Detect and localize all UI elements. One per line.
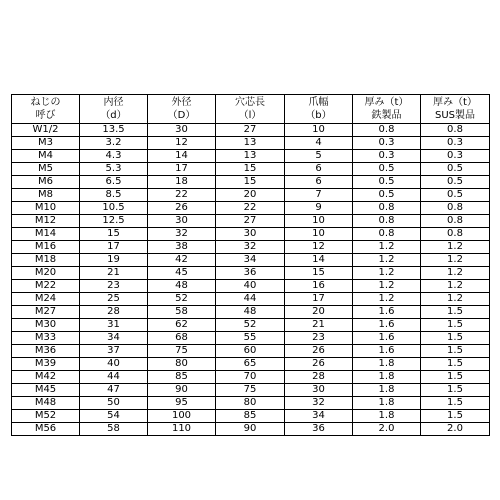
cell-claw-width: 5 xyxy=(285,150,353,163)
cell-claw-width: 14 xyxy=(285,254,353,267)
table-row xyxy=(12,215,490,228)
cell-inner-diameter: 31 xyxy=(80,319,148,332)
cell-thickness-sus: 1.5 xyxy=(421,410,490,423)
table-row xyxy=(12,384,490,397)
header-label-line2: 鉄製品 xyxy=(371,110,402,121)
cell-thickness-sus: 0.5 xyxy=(421,189,490,202)
cell-outer-diameter: 100 xyxy=(148,410,216,423)
cell-outer-diameter: 58 xyxy=(148,306,216,319)
cell-outer-diameter: 30 xyxy=(148,124,216,137)
cell-thickness-sus: 1.5 xyxy=(421,371,490,384)
cell-thread-size: M52 xyxy=(12,410,80,423)
cell-claw-width: 36 xyxy=(285,423,353,436)
cell-thickness-steel: 1.2 xyxy=(353,293,421,306)
cell-claw-width: 9 xyxy=(285,202,353,215)
cell-inner-diameter: 37 xyxy=(80,345,148,358)
cell-outer-diameter: 42 xyxy=(148,254,216,267)
table-row xyxy=(12,319,490,332)
cell-thread-size: M20 xyxy=(12,267,80,280)
cell-thickness-sus: 1.2 xyxy=(421,254,490,267)
cell-claw-width: 15 xyxy=(285,267,353,280)
cell-thread-size: M39 xyxy=(12,358,80,371)
cell-thickness-steel: 1.2 xyxy=(353,241,421,254)
cell-thickness-steel: 0.8 xyxy=(353,228,421,241)
cell-inner-diameter: 21 xyxy=(80,267,148,280)
cell-hole-center-length: 70 xyxy=(216,371,285,384)
cell-outer-diameter: 17 xyxy=(148,163,216,176)
cell-thread-size: M18 xyxy=(12,254,80,267)
table-row xyxy=(12,332,490,345)
cell-claw-width: 6 xyxy=(285,176,353,189)
cell-outer-diameter: 45 xyxy=(148,267,216,280)
cell-inner-diameter: 4.3 xyxy=(80,150,148,163)
cell-outer-diameter: 12 xyxy=(148,137,216,150)
cell-hole-center-length: 32 xyxy=(216,241,285,254)
table-header xyxy=(12,95,490,124)
cell-thread-size: M12 xyxy=(12,215,80,228)
cell-claw-width: 26 xyxy=(285,358,353,371)
cell-claw-width: 26 xyxy=(285,345,353,358)
cell-outer-diameter: 32 xyxy=(148,228,216,241)
cell-thread-size: M8 xyxy=(12,189,80,202)
header-label-line1: 穴芯長 xyxy=(235,97,265,108)
header-label-line2: SUS製品 xyxy=(434,110,475,121)
cell-thickness-sus: 1.5 xyxy=(421,319,490,332)
cell-claw-width: 23 xyxy=(285,332,353,345)
table-row xyxy=(12,358,490,371)
cell-inner-diameter: 17 xyxy=(80,241,148,254)
cell-thickness-sus: 2.0 xyxy=(421,423,490,436)
cell-thread-size: M36 xyxy=(12,345,80,358)
cell-inner-diameter: 23 xyxy=(80,280,148,293)
cell-thickness-steel: 0.3 xyxy=(353,150,421,163)
cell-hole-center-length: 85 xyxy=(216,410,285,423)
cell-thickness-sus: 1.2 xyxy=(421,241,490,254)
table-row xyxy=(12,254,490,267)
cell-thread-size: W1/2 xyxy=(12,124,80,137)
cell-inner-diameter: 8.5 xyxy=(80,189,148,202)
table-row xyxy=(12,280,490,293)
cell-claw-width: 21 xyxy=(285,319,353,332)
cell-thickness-sus: 1.5 xyxy=(421,397,490,410)
header-label-line1: 外径 xyxy=(171,97,192,108)
cell-inner-diameter: 34 xyxy=(80,332,148,345)
cell-outer-diameter: 90 xyxy=(148,384,216,397)
cell-thickness-steel: 0.3 xyxy=(353,137,421,150)
cell-thread-size: M22 xyxy=(12,280,80,293)
cell-inner-diameter: 47 xyxy=(80,384,148,397)
cell-hole-center-length: 22 xyxy=(216,202,285,215)
cell-claw-width: 4 xyxy=(285,137,353,150)
cell-inner-diameter: 6.5 xyxy=(80,176,148,189)
cell-inner-diameter: 25 xyxy=(80,293,148,306)
cell-inner-diameter: 44 xyxy=(80,371,148,384)
cell-thickness-sus: 1.2 xyxy=(421,267,490,280)
cell-thickness-steel: 1.6 xyxy=(353,345,421,358)
cell-outer-diameter: 75 xyxy=(148,345,216,358)
cell-hole-center-length: 30 xyxy=(216,228,285,241)
cell-thickness-steel: 1.8 xyxy=(353,384,421,397)
cell-inner-diameter: 12.5 xyxy=(80,215,148,228)
dimension-spec-table xyxy=(11,94,490,436)
cell-thickness-steel: 1.6 xyxy=(353,332,421,345)
cell-outer-diameter: 68 xyxy=(148,332,216,345)
cell-outer-diameter: 48 xyxy=(148,280,216,293)
cell-thread-size: M24 xyxy=(12,293,80,306)
cell-thread-size: M3 xyxy=(12,137,80,150)
table-row xyxy=(12,371,490,384)
cell-hole-center-length: 34 xyxy=(216,254,285,267)
header-hole-center-length xyxy=(216,95,285,124)
cell-inner-diameter: 13.5 xyxy=(80,124,148,137)
cell-thickness-steel: 1.2 xyxy=(353,267,421,280)
header-label-line1: 厚み（t） xyxy=(433,97,477,108)
cell-thread-size: M5 xyxy=(12,163,80,176)
cell-thickness-steel: 0.8 xyxy=(353,202,421,215)
cell-inner-diameter: 15 xyxy=(80,228,148,241)
cell-thickness-steel: 0.8 xyxy=(353,124,421,137)
table-row xyxy=(12,306,490,319)
cell-hole-center-length: 13 xyxy=(216,150,285,163)
cell-thickness-sus: 0.8 xyxy=(421,228,490,241)
header-row xyxy=(12,95,490,124)
cell-thread-size: M42 xyxy=(12,371,80,384)
cell-inner-diameter: 50 xyxy=(80,397,148,410)
cell-thickness-sus: 1.5 xyxy=(421,306,490,319)
cell-thickness-sus: 0.5 xyxy=(421,176,490,189)
header-thickness-steel xyxy=(353,95,421,124)
cell-hole-center-length: 27 xyxy=(216,124,285,137)
cell-claw-width: 10 xyxy=(285,228,353,241)
cell-outer-diameter: 14 xyxy=(148,150,216,163)
header-label-line2: （D） xyxy=(167,110,196,121)
cell-thickness-sus: 1.2 xyxy=(421,280,490,293)
cell-inner-diameter: 58 xyxy=(80,423,148,436)
cell-claw-width: 10 xyxy=(285,124,353,137)
table-row xyxy=(12,345,490,358)
cell-claw-width: 34 xyxy=(285,410,353,423)
header-outer-diameter xyxy=(148,95,216,124)
header-claw-width xyxy=(285,95,353,124)
cell-hole-center-length: 44 xyxy=(216,293,285,306)
cell-inner-diameter: 3.2 xyxy=(80,137,148,150)
cell-thickness-steel: 1.8 xyxy=(353,371,421,384)
cell-hole-center-length: 13 xyxy=(216,137,285,150)
cell-thickness-sus: 0.5 xyxy=(421,163,490,176)
cell-thread-size: M56 xyxy=(12,423,80,436)
cell-thickness-steel: 1.6 xyxy=(353,306,421,319)
cell-hole-center-length: 15 xyxy=(216,163,285,176)
cell-outer-diameter: 18 xyxy=(148,176,216,189)
cell-thickness-sus: 0.8 xyxy=(421,202,490,215)
cell-hole-center-length: 90 xyxy=(216,423,285,436)
header-label-line2: （d） xyxy=(100,110,127,121)
cell-thread-size: M33 xyxy=(12,332,80,345)
cell-hole-center-length: 60 xyxy=(216,345,285,358)
cell-thread-size: M14 xyxy=(12,228,80,241)
cell-hole-center-length: 75 xyxy=(216,384,285,397)
table-row xyxy=(12,137,490,150)
table-row xyxy=(12,293,490,306)
cell-thickness-steel: 0.5 xyxy=(353,163,421,176)
cell-thread-size: M48 xyxy=(12,397,80,410)
cell-thread-size: M27 xyxy=(12,306,80,319)
cell-thickness-sus: 1.5 xyxy=(421,384,490,397)
cell-thickness-steel: 1.6 xyxy=(353,319,421,332)
table-row xyxy=(12,228,490,241)
cell-inner-diameter: 5.3 xyxy=(80,163,148,176)
cell-inner-diameter: 10.5 xyxy=(80,202,148,215)
cell-outer-diameter: 22 xyxy=(148,189,216,202)
cell-thickness-steel: 1.8 xyxy=(353,397,421,410)
table-row xyxy=(12,397,490,410)
header-thread-size xyxy=(12,95,80,124)
cell-claw-width: 7 xyxy=(285,189,353,202)
cell-thread-size: M6 xyxy=(12,176,80,189)
cell-hole-center-length: 48 xyxy=(216,306,285,319)
cell-thread-size: M30 xyxy=(12,319,80,332)
cell-claw-width: 6 xyxy=(285,163,353,176)
table-row xyxy=(12,241,490,254)
cell-thickness-steel: 0.8 xyxy=(353,215,421,228)
cell-thickness-sus: 0.3 xyxy=(421,137,490,150)
cell-thickness-steel: 2.0 xyxy=(353,423,421,436)
header-label-line1: ねじの xyxy=(30,97,61,108)
cell-thread-size: M16 xyxy=(12,241,80,254)
cell-claw-width: 17 xyxy=(285,293,353,306)
cell-claw-width: 20 xyxy=(285,306,353,319)
table-row xyxy=(12,202,490,215)
cell-outer-diameter: 62 xyxy=(148,319,216,332)
cell-claw-width: 28 xyxy=(285,371,353,384)
header-label-line2: 呼び xyxy=(35,110,56,121)
cell-thickness-sus: 0.8 xyxy=(421,124,490,137)
header-label-line1: 厚み（t） xyxy=(364,97,409,108)
cell-inner-diameter: 28 xyxy=(80,306,148,319)
cell-claw-width: 16 xyxy=(285,280,353,293)
cell-outer-diameter: 30 xyxy=(148,215,216,228)
table-row xyxy=(12,267,490,280)
cell-hole-center-length: 80 xyxy=(216,397,285,410)
cell-hole-center-length: 20 xyxy=(216,189,285,202)
cell-claw-width: 30 xyxy=(285,384,353,397)
table-row xyxy=(12,176,490,189)
header-thickness-sus xyxy=(421,95,490,124)
cell-outer-diameter: 52 xyxy=(148,293,216,306)
table-row xyxy=(12,189,490,202)
cell-hole-center-length: 40 xyxy=(216,280,285,293)
cell-outer-diameter: 85 xyxy=(148,371,216,384)
cell-outer-diameter: 38 xyxy=(148,241,216,254)
cell-outer-diameter: 80 xyxy=(148,358,216,371)
cell-claw-width: 10 xyxy=(285,215,353,228)
cell-thickness-sus: 1.2 xyxy=(421,293,490,306)
cell-thickness-sus: 1.5 xyxy=(421,332,490,345)
table-row xyxy=(12,423,490,436)
cell-inner-diameter: 40 xyxy=(80,358,148,371)
cell-thickness-steel: 1.8 xyxy=(353,410,421,423)
cell-hole-center-length: 36 xyxy=(216,267,285,280)
cell-thickness-sus: 0.3 xyxy=(421,150,490,163)
header-inner-diameter xyxy=(80,95,148,124)
cell-thickness-steel: 1.2 xyxy=(353,254,421,267)
cell-thickness-steel: 1.8 xyxy=(353,358,421,371)
cell-claw-width: 12 xyxy=(285,241,353,254)
cell-thickness-sus: 0.8 xyxy=(421,215,490,228)
cell-hole-center-length: 15 xyxy=(216,176,285,189)
cell-hole-center-length: 27 xyxy=(216,215,285,228)
cell-inner-diameter: 19 xyxy=(80,254,148,267)
table-row xyxy=(12,124,490,137)
cell-outer-diameter: 110 xyxy=(148,423,216,436)
cell-thickness-steel: 1.2 xyxy=(353,280,421,293)
cell-thickness-steel: 0.5 xyxy=(353,189,421,202)
header-label-line2: （l） xyxy=(238,110,262,121)
table-row xyxy=(12,150,490,163)
cell-thickness-steel: 0.5 xyxy=(353,176,421,189)
cell-hole-center-length: 55 xyxy=(216,332,285,345)
cell-thread-size: M45 xyxy=(12,384,80,397)
cell-thickness-sus: 1.5 xyxy=(421,345,490,358)
cell-claw-width: 32 xyxy=(285,397,353,410)
table-row xyxy=(12,163,490,176)
header-label-line2: （b） xyxy=(305,110,332,121)
table-body xyxy=(12,124,490,436)
cell-outer-diameter: 95 xyxy=(148,397,216,410)
cell-outer-diameter: 26 xyxy=(148,202,216,215)
cell-thread-size: M4 xyxy=(12,150,80,163)
header-label-line1: 爪幅 xyxy=(308,97,329,108)
cell-inner-diameter: 54 xyxy=(80,410,148,423)
cell-thread-size: M10 xyxy=(12,202,80,215)
table-row xyxy=(12,410,490,423)
cell-thickness-sus: 1.5 xyxy=(421,358,490,371)
cell-hole-center-length: 65 xyxy=(216,358,285,371)
cell-hole-center-length: 52 xyxy=(216,319,285,332)
header-label-line1: 内径 xyxy=(103,97,124,108)
